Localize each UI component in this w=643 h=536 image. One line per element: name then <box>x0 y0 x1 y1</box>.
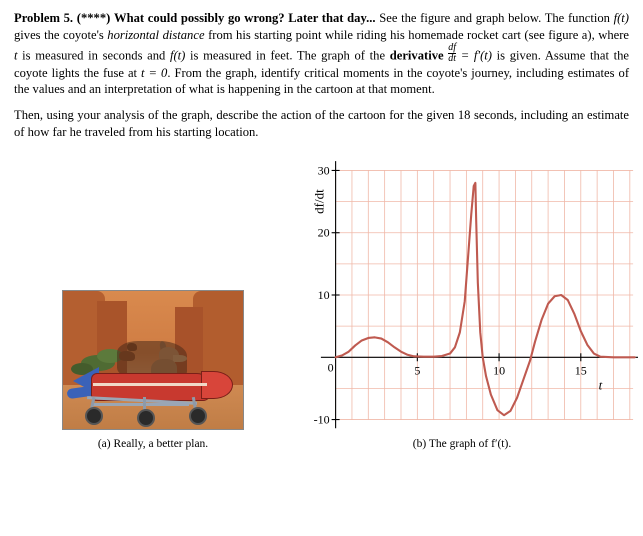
problem-text-1: See the figure and graph below. The function <box>379 11 614 25</box>
problem-text-6: is given. Assume that the coyote lights the fuse at <box>14 48 629 80</box>
function-f-t-2: f(t) <box>169 48 186 63</box>
cart-wheel-2 <box>137 409 155 427</box>
svg-text:df/dt: df/dt <box>311 188 327 214</box>
svg-text:30: 30 <box>317 163 330 178</box>
f-prime-equation: = f′(t) <box>456 48 492 63</box>
derivative-emph: derivative <box>389 48 444 63</box>
problem-stars: (****) <box>76 11 111 25</box>
svg-text:10: 10 <box>493 362 506 377</box>
problem-text-2: gives the coyote's <box>14 27 108 42</box>
t-equals-zero: t = 0 <box>141 65 168 80</box>
figures-container <box>14 150 629 470</box>
problem-text-5: is measured in feet. The graph of the <box>185 48 390 63</box>
problem-headline: What could possibly go wrong? Later that day... <box>114 11 376 25</box>
problem-text-3: from his starting point while riding his homemade rocket cart (see figure a), where <box>204 27 630 42</box>
svg-text:20: 20 <box>317 225 330 240</box>
cartoon-figure-image <box>62 290 244 430</box>
caption-figure-b: (b) The graph of f′(t). <box>412 437 512 450</box>
problem-paragraph-2: Then, using your analysis of the graph, describe the action of the cartoon for the given 18 seconds, including an estimate of how far he traveled from his starting location. <box>14 108 629 139</box>
problem-statement <box>14 10 629 141</box>
svg-text:5: 5 <box>414 362 421 377</box>
problem-text-4: is measured in seconds and <box>17 48 170 63</box>
svg-text:-10: -10 <box>313 412 330 427</box>
function-f-t: f(t) <box>613 11 629 25</box>
problem-text-7: . From the graph, identify critical moments in the coyote's journey, including estimates of the values and an interpretation of what is happening in the cartoon at that moment. <box>14 65 630 97</box>
cart-wheel-3 <box>189 407 207 425</box>
svg-text:0: 0 <box>327 359 334 374</box>
cart-frame-2 <box>93 403 189 406</box>
horizontal-distance-emph: horizontal distance <box>107 27 205 42</box>
svg-text:15: 15 <box>574 362 587 377</box>
svg-text:10: 10 <box>317 287 330 302</box>
caption-figure-a: (a) Really, a better plan. <box>97 437 209 450</box>
derivative-fraction <box>448 43 456 64</box>
rocket-cart-stripe <box>93 383 207 386</box>
svg-text:t: t <box>598 376 603 392</box>
derivative-graph-svg <box>282 150 642 440</box>
problem-label: Problem 5. <box>14 11 74 25</box>
fraction-numerator: df <box>448 42 457 54</box>
derivative-graph-figure <box>282 150 642 440</box>
problem-paragraph-1 <box>14 10 629 98</box>
variable-t: t <box>14 48 18 63</box>
fraction-denominator: dt <box>448 53 457 65</box>
cart-wheel-1 <box>85 407 103 425</box>
